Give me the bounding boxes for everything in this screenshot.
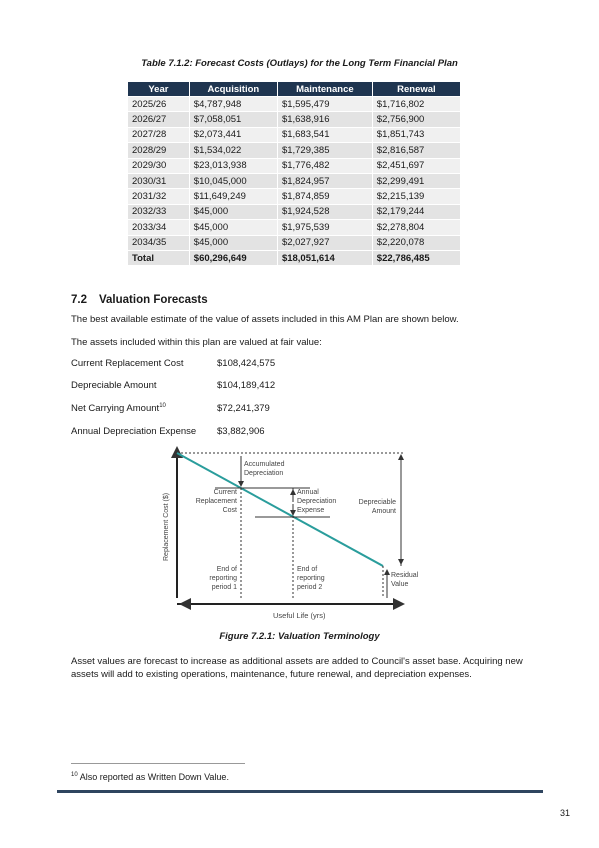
table-row: [128, 220, 461, 235]
cell-year: 2026/27: [128, 112, 190, 127]
crc-label-1: Current: [213, 489, 237, 496]
page-number: 31: [560, 808, 571, 818]
cell-renewal: $2,299,491: [372, 173, 460, 188]
forecast-costs-table: [127, 81, 461, 266]
cell-renewal: $2,451,697: [372, 158, 460, 173]
accumulated-label-2: Depreciation: [244, 470, 284, 477]
nca-row: [71, 403, 270, 414]
ade-label: Annual Depreciation Expense: [71, 426, 197, 437]
cell-maintenance: $2,027,927: [277, 235, 372, 250]
cell-year: 2033/34: [128, 220, 190, 235]
ade-row: [71, 426, 265, 437]
footnote-text: Also reported as Written Down Value.: [79, 772, 229, 782]
cell-renewal: $2,179,244: [372, 204, 460, 219]
cell-maintenance: $1,924,528: [277, 204, 372, 219]
table-row: [128, 143, 461, 158]
da-value: $104,189,412: [217, 380, 276, 391]
table-row: [128, 97, 461, 112]
cell-year: 2032/33: [128, 204, 190, 219]
valuation-diagram: [155, 446, 425, 622]
crc-label-3: Cost: [222, 507, 237, 514]
table-row: [128, 235, 461, 250]
cell-renewal: $1,716,802: [372, 97, 460, 112]
table-row: [128, 158, 461, 173]
section-title: Valuation Forecasts: [99, 294, 208, 306]
cell-year: 2034/35: [128, 235, 190, 250]
total-cell-year: Total: [128, 250, 190, 265]
nca-label-wrap: [71, 403, 217, 414]
da-row: [71, 380, 275, 391]
cell-acquisition: $45,000: [189, 220, 277, 235]
table-row: [128, 112, 461, 127]
cell-maintenance: $1,975,539: [277, 220, 372, 235]
crc-label-2: Replacement: [195, 498, 237, 505]
nca-value: $72,241,379: [217, 403, 270, 415]
cell-year: 2031/32: [128, 189, 190, 204]
end1-label-1: End of: [216, 566, 237, 573]
total-cell-maintenance: $18,051,614: [277, 250, 372, 265]
footnote-ref[interactable]: 10: [159, 403, 166, 409]
footnote: [71, 772, 229, 782]
end2-label-1: End of: [297, 566, 318, 573]
footnote-separator: [71, 763, 245, 764]
cell-maintenance: $1,824,957: [277, 173, 372, 188]
residual-label-2: Value: [391, 581, 409, 588]
depreciable-label-1: Depreciable: [358, 499, 396, 506]
cell-renewal: $2,816,587: [372, 143, 460, 158]
intro-paragraph: The best available estimate of the value of assets included in this AM Plan are shown below.: [71, 314, 459, 325]
depreciable-label-2: Amount: [371, 508, 396, 515]
cell-acquisition: $1,534,022: [189, 143, 277, 158]
footnote-number: 10: [71, 772, 78, 778]
ade-value: $3,882,906: [217, 426, 265, 437]
col-renewal-header: Renewal: [372, 82, 460, 97]
end2-label-2: reporting: [297, 575, 325, 582]
nca-label: Net Carrying Amount: [71, 403, 160, 415]
da-label: Depreciable Amount: [71, 380, 157, 391]
cell-renewal: $2,220,078: [372, 235, 460, 250]
residual-label-1: Residual: [391, 572, 419, 579]
cell-year: 2029/30: [128, 158, 190, 173]
cell-acquisition: $2,073,441: [189, 127, 277, 142]
x-axis-label: Useful Life (yrs): [273, 611, 326, 620]
total-cell-acquisition: $60,296,649: [189, 250, 277, 265]
end1-label-3: period 1: [211, 584, 237, 591]
section-number: 7.2: [71, 294, 87, 306]
closing-paragraph: Asset values are forecast to increase as additional assets are added to Council's asset base. Acquiring new assets will add to existing operations, maintenance, future renewal, and depreciation expenses.: [71, 656, 523, 680]
y-axis-label: Replacement Cost ($): [163, 492, 170, 561]
table-caption: Table 7.1.2: Forecast Costs (Outlays) for the Long Term Financial Plan: [141, 58, 458, 69]
footer-bar: [57, 790, 543, 793]
crc-value: $108,424,575: [217, 358, 276, 369]
figure-caption: Figure 7.2.1: Valuation Terminology: [219, 631, 380, 642]
cell-renewal: $2,278,804: [372, 220, 460, 235]
table-total-row: [128, 250, 461, 265]
annual-label-1: Annual: [297, 489, 319, 496]
crc-label: Current Replacement Cost: [71, 358, 184, 369]
cell-maintenance: $1,729,385: [277, 143, 372, 158]
cell-renewal: $2,215,139: [372, 189, 460, 204]
section-heading: [71, 294, 208, 306]
cell-acquisition: $4,787,948: [189, 97, 277, 112]
cell-year: 2028/29: [128, 143, 190, 158]
end1-label-2: reporting: [209, 575, 237, 582]
crc-row: [71, 358, 275, 369]
cell-maintenance: $1,776,482: [277, 158, 372, 173]
cell-acquisition: $45,000: [189, 235, 277, 250]
end2-label-3: period 2: [297, 584, 323, 591]
col-year-header: Year: [128, 82, 190, 97]
cell-maintenance: $1,874,859: [277, 189, 372, 204]
total-cell-renewal: $22,786,485: [372, 250, 460, 265]
col-maintenance-header: Maintenance: [277, 82, 372, 97]
table-row: [128, 204, 461, 219]
fair-value-paragraph: The assets included within this plan are valued at fair value:: [71, 337, 322, 348]
cell-maintenance: $1,683,541: [277, 127, 372, 142]
cell-renewal: $2,756,900: [372, 112, 460, 127]
col-acquisition-header: Acquisition: [189, 82, 277, 97]
table-row: [128, 173, 461, 188]
cell-maintenance: $1,638,916: [277, 112, 372, 127]
accumulated-label-1: Accumulated: [244, 461, 285, 468]
cell-year: 2030/31: [128, 173, 190, 188]
cell-acquisition: $10,045,000: [189, 173, 277, 188]
cell-acquisition: $45,000: [189, 204, 277, 219]
cell-renewal: $1,851,743: [372, 127, 460, 142]
annual-label-3: Expense: [297, 507, 325, 514]
table-row: [128, 189, 461, 204]
annual-label-2: Depreciation: [297, 498, 337, 505]
cell-acquisition: $11,649,249: [189, 189, 277, 204]
cell-maintenance: $1,595,479: [277, 97, 372, 112]
table-row: [128, 127, 461, 142]
cell-year: 2025/26: [128, 97, 190, 112]
cell-acquisition: $23,013,938: [189, 158, 277, 173]
cell-acquisition: $7,058,051: [189, 112, 277, 127]
cell-year: 2027/28: [128, 127, 190, 142]
table-header-row: [128, 82, 461, 97]
